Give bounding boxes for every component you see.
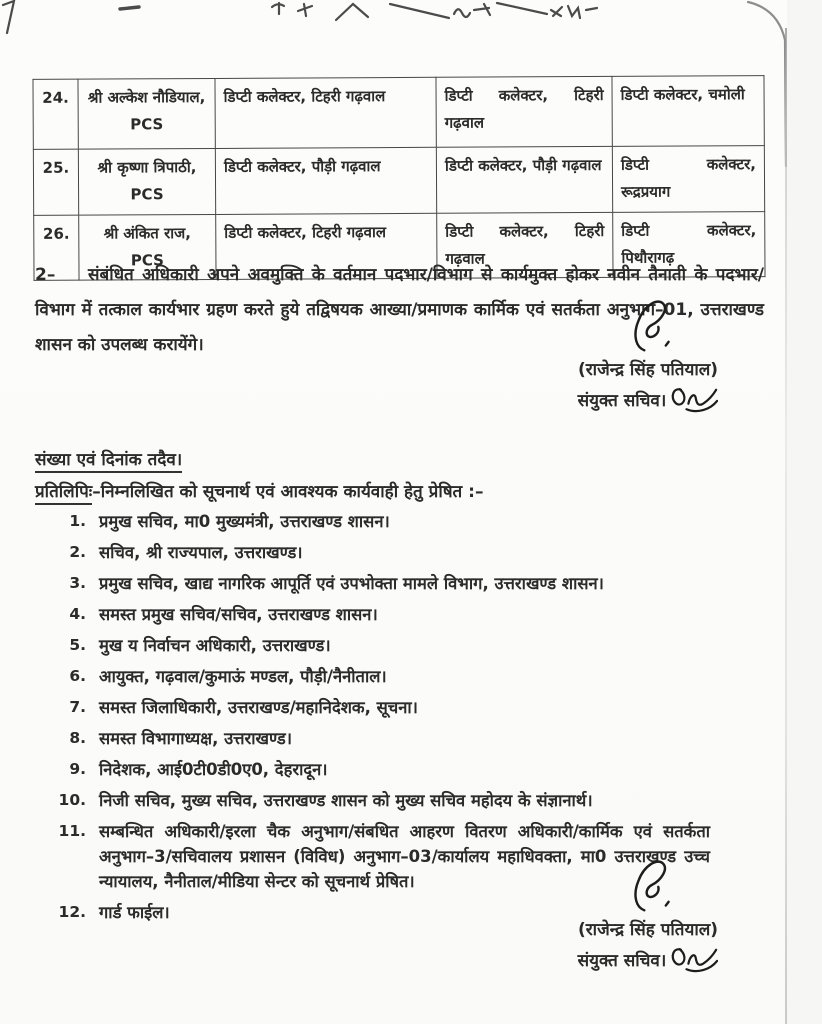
list-item-text: निदेशक, आई0टी0डी0ए0, देहरादून। [99, 760, 328, 779]
signature-initials-icon [668, 944, 718, 976]
cell-officer-name: श्री अंकित राज, PCS [79, 214, 216, 280]
list-item-number: 3. [69, 574, 86, 592]
list-item-number: 1. [69, 512, 86, 530]
list-item [58, 726, 772, 751]
signature-flourish-icon [624, 856, 672, 914]
list-item-text: प्रमुख सचिव, खाद्य नागरिक आपूर्ति एवं उपभोक्ता मामले विभाग, उत्तराखण्ड शासन। [99, 574, 604, 593]
cell-new-post: डिप्टी कलेक्टर, चमोली [612, 76, 764, 147]
cell-new-post: डिप्टी कलेक्टर, रूद्रप्रयाग [612, 146, 764, 213]
list-item-number: 6. [69, 667, 86, 685]
list-item-text: समस्त जिलाधिकारी, उत्तराखण्ड/महानिदेशक, सूचना। [99, 698, 418, 717]
cell-held-post: डिप्टी कलेक्टर, टिहरी गढ़वाल [437, 212, 613, 278]
scan-right-margin [787, 0, 822, 1024]
signature-block-top [528, 296, 768, 416]
list-item-text: सम्बन्धित अधिकारी/इरला चैक अनुभाग/संबधित आहरण वितरण अधिकारी/कार्मिक एवं सतर्कता अनुभाग–3/सचिवालय प्रशासन (विविध) अनुभाग–03/कार्यालय महाधिवक्ता, मा0 उत्तराखण्ड उच्च न्यायालय, नैनीताल/मीडिया सेन्टर को सूचनार्थ प्रेषित। [99, 822, 710, 891]
signature-initials-icon [668, 384, 718, 416]
list-item-text: समस्त प्रमुख सचिव/सचिव, उत्तराखण्ड शासन। [99, 605, 378, 624]
list-item [58, 757, 772, 782]
list-item [58, 788, 772, 813]
list-item-text: सचिव, श्री राज्यपाल, उत्तराखण्ड। [99, 543, 303, 562]
cell-new-post: डिप्टी कलेक्टर, पिथौरागढ़ [613, 212, 765, 278]
cell-current-post: डिप्टी कलेक्टर, पौड़ी गढ़वाल [215, 147, 436, 214]
table-row [33, 76, 764, 150]
list-item [58, 633, 772, 658]
list-item-number: 9. [69, 760, 86, 778]
copy-to-line [35, 479, 483, 502]
cell-held-post: डिप्टी कलेक्टर, पौड़ी गढ़वाल [436, 146, 612, 213]
page-edge-line [785, 28, 787, 1024]
signature-flourish-icon [624, 296, 672, 354]
officer-transfer-table [32, 75, 765, 281]
table-row [33, 146, 764, 216]
cell-officer-name: श्री कृष्णा त्रिपाठी, PCS [78, 148, 215, 215]
cell-serial: 24. [33, 79, 78, 149]
cell-current-post: डिप्टी कलेक्टर, टिहरी गढ़वाल [215, 77, 436, 148]
list-item-text: निजी सचिव, मुख्य सचिव, उत्तराखण्ड शासन को मुख्य सचिव महोदय के संज्ञानार्थ। [99, 791, 593, 810]
list-item-number: 5. [69, 636, 86, 654]
cell-serial: 26. [34, 215, 79, 280]
copy-text: –निम्नलिखित को सूचनार्थ एवं आवश्यक कार्यवाही हेतु प्रेषित :– [92, 482, 484, 502]
list-item [58, 540, 772, 565]
list-item-text: आयुक्त, गढ़वाल/कुमाऊं मण्डल, पौड़ी/नैनीताल। [99, 667, 387, 686]
signatory-designation: संयुक्त सचिव। [577, 391, 667, 411]
list-item-number: 10. [58, 791, 86, 809]
list-item [58, 664, 772, 689]
list-item-number: 7. [69, 698, 86, 716]
copy-label: प्रतिलिपिः [35, 482, 92, 505]
cell-current-post: डिप्टी कलेक्टर, टिहरी गढ़वाल [216, 213, 437, 279]
list-item-number: 12. [58, 903, 86, 921]
list-item-number: 2. [69, 543, 86, 561]
number-date-line [35, 447, 182, 470]
list-item-text: मुख य निर्वाचन अधिकारी, उत्तराखण्ड। [99, 636, 331, 655]
list-item [58, 602, 772, 627]
list-item-text: समस्त विभागाध्यक्ष, उत्तराखण्ड। [99, 729, 292, 748]
number-date-text: संख्या एवं दिनांक तदैव। [35, 450, 182, 473]
list-item [58, 695, 772, 720]
list-item-text: प्रमुख सचिव, मा0 मुख्यमंत्री, उत्तराखण्ड शासन। [99, 512, 390, 531]
clause-text: संबंधित अधिकारी अपने अवमुक्ति के वर्तमान पदभार/विभाग से कार्यमुक्त होकर नवीन तैनाती के पदभार/विभाग में तत्काल कार्यभार ग्रहण करते हुये तद्विषयक आख्या/प्रमाणक कार्मिक एवं सतर्कता अनुभाग–01, उत्तराखण्ड शासन को उपलब्ध करायेंगे। [35, 265, 764, 355]
list-item-number: 8. [69, 729, 86, 747]
cell-serial: 25. [33, 149, 78, 215]
signatory-name: (राजेन्द्र सिंह पतियाल) [577, 360, 719, 380]
list-item-text: गार्ड फाईल। [99, 903, 170, 922]
clause-number: 2– [35, 265, 56, 285]
list-item [58, 509, 772, 534]
scan-edge-handwriting-marks [0, 0, 822, 48]
cell-officer-name: श्री अल्केश नौडियाल, PCS [78, 78, 215, 149]
list-item-number: 11. [58, 822, 86, 840]
list-item [58, 571, 772, 596]
signatory-designation: संयुक्त सचिव। [577, 951, 667, 971]
cell-held-post: डिप्टी कलेक्टर, टिहरी गढ़वाल [436, 76, 612, 147]
signature-block-bottom [528, 856, 768, 976]
list-item-number: 4. [69, 605, 86, 623]
signatory-name: (राजेन्द्र सिंह पतियाल) [577, 920, 719, 940]
